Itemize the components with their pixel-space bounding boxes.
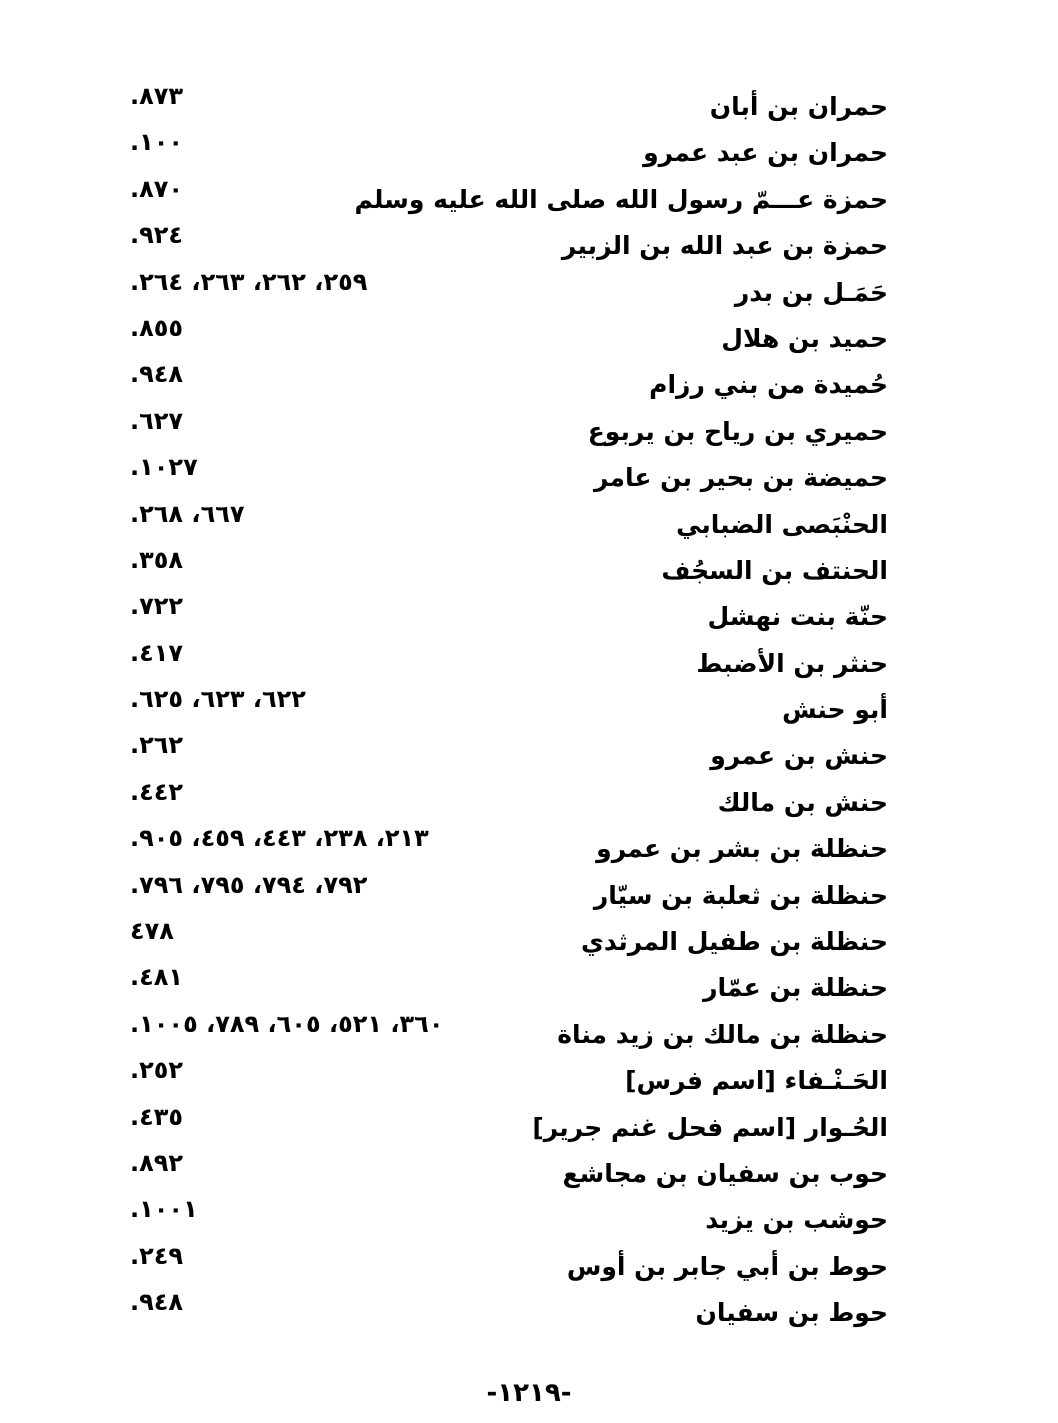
index-entry — [120, 268, 900, 314]
index-entries — [120, 82, 900, 1335]
entry-page-refs: ٦٢٧. — [130, 406, 184, 435]
entry-name: الحَـنْـفاء [اسم فرس] — [625, 1066, 888, 1096]
entry-name: حمران بن أبان — [709, 92, 888, 121]
entry-page-refs: ٤٣٥. — [130, 1102, 184, 1131]
entry-page-refs: ٩٤٨. — [130, 360, 184, 389]
entry-name: حنش بن عمرو — [710, 741, 888, 771]
index-entry — [120, 546, 900, 592]
index-entry — [120, 685, 900, 731]
index-entry — [120, 1242, 900, 1288]
entry-page-refs: ٤٨١. — [130, 963, 184, 992]
index-entry — [120, 314, 900, 360]
index-entry — [120, 360, 900, 406]
entry-page-refs: ٦٢٢، ٦٢٣، ٦٢٥. — [130, 685, 306, 714]
entry-name: حوط بن سفيان — [695, 1298, 888, 1328]
index-entry — [120, 128, 900, 174]
entry-name: حنثر بن الأضبط — [696, 648, 888, 678]
entry-page-refs: ٩٢٤. — [130, 221, 184, 250]
index-entry — [120, 82, 900, 128]
entry-name: حوشب بن يزيد — [705, 1205, 888, 1235]
entry-page-refs: ٤٧٨ — [130, 917, 174, 946]
index-entry — [120, 1010, 900, 1056]
entry-name: حنظلة بن عمّار — [703, 973, 888, 1003]
entry-name: حوط بن أبي جابر بن أوس — [566, 1251, 888, 1281]
entry-page-refs: ٢٦٢. — [130, 731, 184, 760]
entry-page-refs: ٣٦٠، ٥٢١، ٦٠٥، ٧٨٩، ١٠٠٥. — [130, 1009, 444, 1038]
entry-page-refs: ٤١٧. — [130, 638, 184, 667]
index-entry — [120, 175, 900, 221]
entry-page-refs: ٧٢٢. — [130, 592, 184, 621]
index-entry — [120, 871, 900, 917]
entry-name: حوب بن سفيان بن مجاشع — [562, 1158, 888, 1188]
entry-name: حميد بن هلال — [721, 323, 888, 353]
entry-name: حميري بن رياح بن يربوع — [587, 416, 888, 446]
entry-name: حمزة عـــمّ رسول الله صلى الله عليه وسلم — [354, 184, 888, 214]
entry-page-refs: ٢١٣، ٢٣٨، ٤٤٣، ٤٥٩، ٩٠٥. — [130, 824, 429, 853]
entry-page-refs: ٨٩٢. — [130, 1148, 184, 1177]
index-entry — [120, 453, 900, 499]
entry-name: الحنْبَصى الضبابي — [676, 509, 888, 539]
entry-name: حُميدة من بني رزام — [649, 370, 888, 400]
entry-page-refs: ١٠٠١. — [130, 1195, 198, 1224]
entry-name: حنش بن مالك — [717, 787, 888, 817]
index-entry — [120, 778, 900, 824]
index-entry — [120, 1195, 900, 1241]
entry-page-refs: ٢٥٩، ٢٦٢، ٢٦٣، ٢٦٤. — [130, 267, 368, 296]
index-entry — [120, 1056, 900, 1102]
entry-name: حنظلة بن ثعلبة بن سيّار — [593, 880, 888, 910]
entry-page-refs: ٨٥٥. — [130, 313, 184, 342]
entry-page-refs: ٢٤٩. — [130, 1241, 184, 1270]
entry-page-refs: ١٠٢٧. — [130, 453, 198, 482]
entry-name: حنظلة بن مالك بن زيد مناة — [557, 1019, 888, 1049]
index-entry — [120, 500, 900, 546]
entry-page-refs: ١٠٠. — [130, 128, 184, 157]
entry-name: حمران بن عبد عمرو — [643, 138, 888, 168]
entry-page-refs: ٩٤٨. — [130, 1288, 184, 1317]
index-entry — [120, 221, 900, 267]
entry-name: حنظلة بن بشر بن عمرو — [596, 834, 888, 864]
index-entry — [120, 824, 900, 870]
page-number: -١٢١٩- — [486, 1378, 572, 1408]
index-entry — [120, 963, 900, 1009]
entry-page-refs: ٧٩٢، ٧٩٤، ٧٩٥، ٧٩٦. — [130, 870, 368, 899]
entry-name: حنّة بنت نهشل — [707, 602, 888, 632]
index-entry — [120, 407, 900, 453]
index-entry — [120, 592, 900, 638]
index-entry — [120, 1103, 900, 1149]
entry-page-refs: ٢٥٢. — [130, 1056, 184, 1085]
entry-name: حمزة بن عبد الله بن الزبير — [561, 231, 888, 261]
index-entry — [120, 1149, 900, 1195]
entry-name: الحنتف بن السجُف — [661, 555, 888, 585]
entry-name: أبو حنش — [782, 695, 888, 725]
entry-page-refs: ٦٦٧، ٢٦٨. — [130, 499, 245, 528]
index-entry — [120, 1288, 900, 1334]
index-entry — [120, 731, 900, 777]
entry-name: حميضة بن بحير بن عامر — [593, 463, 888, 493]
entry-name: حنظلة بن طفيل المرثدي — [580, 927, 888, 957]
index-entry — [120, 917, 900, 963]
entry-page-refs: ٤٤٢. — [130, 777, 184, 806]
entry-page-refs: ٨٧٠. — [130, 174, 184, 203]
entry-name: الحُـوار [اسم فحل غنم جرير] — [532, 1112, 888, 1142]
entry-page-refs: ٣٥٨. — [130, 545, 184, 574]
entry-page-refs: ٨٧٣. — [130, 82, 184, 110]
index-entry — [120, 639, 900, 685]
entry-name: حَمَـل بن بدر — [734, 277, 888, 307]
